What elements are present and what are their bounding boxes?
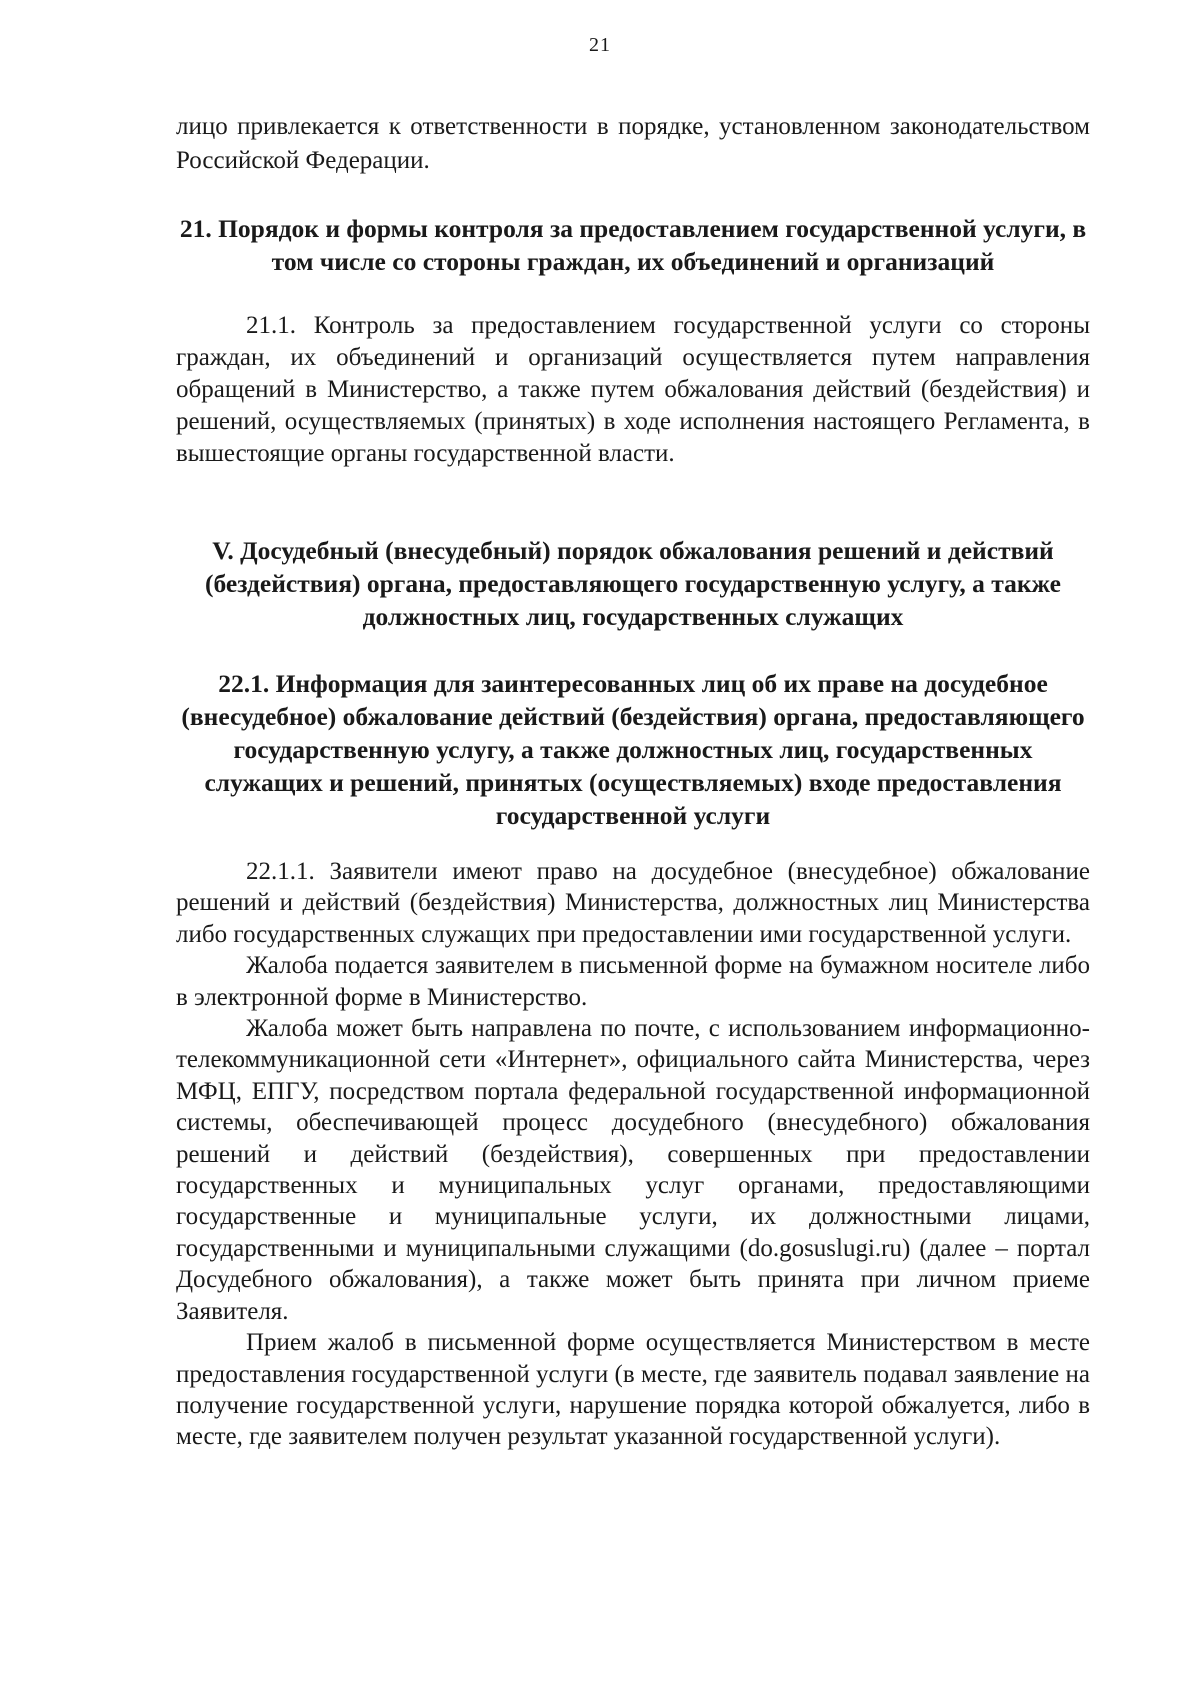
paragraph-reception: Прием жалоб в письменной форме осуществляется Министерством в месте предоставления государственной услуги (в месте, где заявитель подавал заявление на получение государственной услуги, нарушение порядка которой обжалуется, либо в месте, где заявителем получен результат указанной государственной услуги).	[176, 1329, 1090, 1451]
section-22-1-heading: 22.1. Информация для заинтересованных лиц об их праве на досудебное (внесудебное) обжалование действий (бездействия) органа, предоставляющего государственную услугу, а также должностных лиц, государственных служащих и решений, принятых (осуществляемых) входе предоставления государственной услуги	[181, 669, 1085, 830]
continuation-paragraph: лицо привлекается к ответственности в порядке, установленном законодательством Российской Федерации.	[176, 113, 1090, 174]
paragraph-complaint-form: Жалоба подается заявителем в письменной форме на бумажном носителе либо в электронной форме в Министерство.	[176, 952, 1090, 1011]
paragraph-21-1: 21.1. Контроль за предоставлением государственной услуги со стороны граждан, их объединений и организаций осуществляется путем направления обращений в Министерство, а также путем обжалования действий (бездействия) и решений, осуществляемых (принятых) в ходе исполнения настоящего Регламента, в вышестоящие органы государственной власти.	[176, 312, 1090, 467]
paragraph-complaint-channels: Жалоба может быть направлена по почте, с использованием информационно-телекоммуникационной сети «Интернет», официального сайта Министерства, через МФЦ, ЕПГУ, посредством портала федеральной государственной информационной системы, обеспечивающей процесс досудебного (внесудебного) обжалования решений и действий (бездействия), совершенных при предоставлении государственных и муниципальных услуг органами, предоставляющими государственные и муниципальные услуги, их должностными лицами, государственными и муниципальными служащими (do.gosuslugi.ru) (далее – портал Досудебного обжалования), а также может быть принята при личном приеме Заявителя.	[176, 1015, 1090, 1325]
page-number: 21	[589, 34, 611, 56]
paragraph-22-1-1: 22.1.1. Заявители имеют право на досудебное (внесудебное) обжалование решений и действий (бездействия) Министерства, должностных лиц Министерства либо государственных служащих при предоставлении ими государственной услуги.	[176, 858, 1090, 948]
document-body	[176, 110, 1090, 1453]
chapter-V-heading: V. Досудебный (внесудебный) порядок обжалования решений и действий (бездействия) органа, предоставляющего государственную услугу, а также должностных лиц, государственных служащих	[204, 536, 1062, 631]
section-21-heading: 21. Порядок и формы контроля за предоставлением государственной услуги, в том числе со стороны граждан, их объединений и организаций	[179, 214, 1087, 276]
